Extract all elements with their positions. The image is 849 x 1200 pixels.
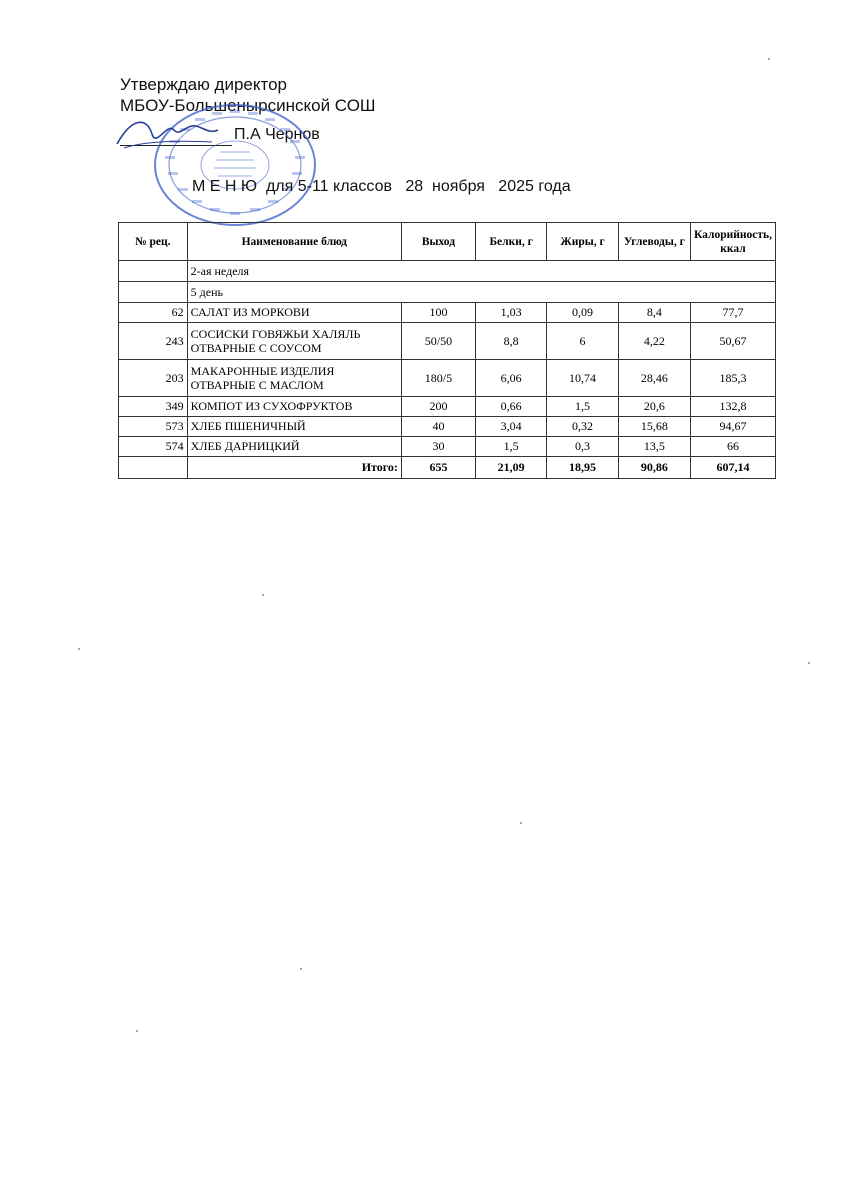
- approval-title: Утверждаю директор: [120, 75, 288, 94]
- table-row: [119, 323, 776, 360]
- cell-name: КОМПОТ ИЗ СУХОФРУКТОВ: [187, 397, 401, 417]
- total-calories: 607,14: [690, 457, 775, 479]
- header-fat: Жиры, г: [547, 223, 618, 261]
- cell-name: ХЛЕБ ПШЕНИЧНЫЙ: [187, 417, 401, 437]
- cell-fat: 10,74: [547, 360, 618, 397]
- week-row: [119, 261, 776, 282]
- cell-output: 40: [401, 417, 475, 437]
- cell-protein: 6,06: [475, 360, 546, 397]
- header-name: Наименование блюд: [187, 223, 401, 261]
- menu-title: М Е Н Ю для 5-11 классов 28 ноября 2025 года: [192, 178, 571, 195]
- cell-num: 62: [119, 303, 188, 323]
- scan-speck: [262, 594, 264, 596]
- cell-protein: 8,8: [475, 323, 546, 360]
- cell-carbs: 4,22: [618, 323, 690, 360]
- scan-speck: [808, 662, 810, 664]
- scan-speck: [78, 648, 80, 650]
- table-row: [119, 397, 776, 417]
- cell-num: 573: [119, 417, 188, 437]
- table-row: [119, 437, 776, 457]
- cell-protein: 1,5: [475, 437, 546, 457]
- table-row: [119, 303, 776, 323]
- table-row: [119, 360, 776, 397]
- day-label: 5 день: [187, 282, 775, 303]
- cell-calories: 50,67: [690, 323, 775, 360]
- week-label: 2-ая неделя: [187, 261, 775, 282]
- total-protein: 21,09: [475, 457, 546, 479]
- cell-carbs: 13,5: [618, 437, 690, 457]
- total-label: Итого:: [187, 457, 401, 479]
- cell-fat: 6: [547, 323, 618, 360]
- header-protein: Белки, г: [475, 223, 546, 261]
- cell-output: 200: [401, 397, 475, 417]
- cell-name: САЛАТ ИЗ МОРКОВИ: [187, 303, 401, 323]
- menu-table: [118, 222, 776, 479]
- cell-fat: 0,09: [547, 303, 618, 323]
- table-row: [119, 417, 776, 437]
- cell-name: МАКАРОННЫЕ ИЗДЕЛИЯ ОТВАРНЫЕ С МАСЛОМ: [187, 360, 401, 397]
- cell-carbs: 20,6: [618, 397, 690, 417]
- total-fat: 18,95: [547, 457, 618, 479]
- total-carbs: 90,86: [618, 457, 690, 479]
- cell-calories: 77,7: [690, 303, 775, 323]
- director-signature: [112, 112, 222, 157]
- cell-protein: 3,04: [475, 417, 546, 437]
- cell-fat: 0,32: [547, 417, 618, 437]
- header-calories: Калорийность, ккал: [690, 223, 775, 261]
- cell-calories: 66: [690, 437, 775, 457]
- header-carbs: Углеводы, г: [618, 223, 690, 261]
- day-row: [119, 282, 776, 303]
- scan-speck: [520, 822, 522, 824]
- header-output: Выход: [401, 223, 475, 261]
- cell-fat: 1,5: [547, 397, 618, 417]
- cell-carbs: 15,68: [618, 417, 690, 437]
- cell-name: ХЛЕБ ДАРНИЦКИЙ: [187, 437, 401, 457]
- header-num: № рец.: [119, 223, 188, 261]
- cell-name: СОСИСКИ ГОВЯЖЬИ ХАЛЯЛЬ ОТВАРНЫЕ С СОУСОМ: [187, 323, 401, 360]
- scan-speck: [136, 1030, 138, 1032]
- cell-protein: 1,03: [475, 303, 546, 323]
- cell-output: 180/5: [401, 360, 475, 397]
- scan-speck: [768, 58, 770, 60]
- cell-calories: 94,67: [690, 417, 775, 437]
- cell-output: 50/50: [401, 323, 475, 360]
- cell-num: 574: [119, 437, 188, 457]
- table-header-row: [119, 223, 776, 261]
- cell-carbs: 8,4: [618, 303, 690, 323]
- cell-calories: 132,8: [690, 397, 775, 417]
- cell-fat: 0,3: [547, 437, 618, 457]
- school-name: МБОУ-Большенырсинской СОШ: [120, 96, 376, 115]
- total-output: 655: [401, 457, 475, 479]
- scan-speck: [300, 968, 302, 970]
- cell-num: 203: [119, 360, 188, 397]
- signer-name: П.А Чернов: [234, 126, 320, 143]
- cell-num: 349: [119, 397, 188, 417]
- cell-num: 243: [119, 323, 188, 360]
- cell-carbs: 28,46: [618, 360, 690, 397]
- total-row: [119, 457, 776, 479]
- cell-protein: 0,66: [475, 397, 546, 417]
- cell-output: 100: [401, 303, 475, 323]
- cell-output: 30: [401, 437, 475, 457]
- cell-calories: 185,3: [690, 360, 775, 397]
